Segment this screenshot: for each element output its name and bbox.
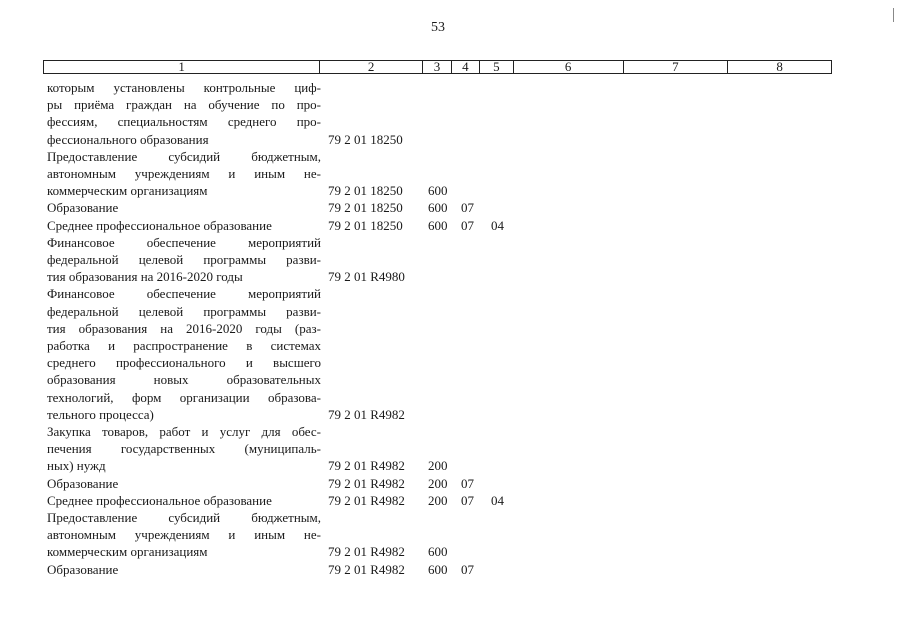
row-description [47,217,321,234]
section-code: 07 [461,561,474,577]
row-description-line: автономным учреждениям и иным не- [47,527,321,543]
budget-code: 79 2 01 R4982 [328,544,405,560]
header-col-5: 5 [480,61,514,73]
row-description-line: ных) нужд [47,458,106,474]
budget-code: 79 2 01 R4982 [328,561,405,577]
row-description-line: среднего профессионального и высшего [47,355,321,371]
row-description-line: образования новых образовательных [47,372,321,388]
row-description [47,509,321,561]
header-col-6: 6 [514,61,624,73]
expense-type: 200 [428,492,448,508]
row-description-line: печения государственных (муниципаль- [47,441,321,457]
row-description [47,148,321,200]
row-description [47,234,321,286]
row-description [47,561,321,578]
row-description-line: тия образования на 2016-2020 годы (раз- [47,320,321,336]
budget-code: 79 2 01 R4982 [328,475,405,491]
row-description-line: федеральной целевой программы разви- [47,303,321,319]
row-description [47,492,321,509]
row-description-line: Среднее профессиональное образование [47,217,272,233]
row-description-line: которым установлены контрольные циф- [47,80,321,95]
budget-code: 79 2 01 18250 [328,183,403,199]
row-description-line: Образование [47,561,119,577]
budget-code: 79 2 01 18250 [328,200,403,216]
budget-code: 79 2 01 18250 [328,217,403,233]
section-code: 07 [461,492,474,508]
row-description-line: федеральной целевой программы разви- [47,252,321,267]
expense-type: 600 [428,217,448,233]
row-description [47,79,321,148]
row-description-line: Предоставление субсидий бюджетным, [47,148,321,164]
expense-type: 200 [428,475,448,491]
section-code: 07 [461,475,474,491]
expense-type: 600 [428,200,448,216]
row-description-line: Образование [47,200,119,216]
subsection-code: 04 [491,492,504,508]
subsection-code: 04 [491,217,504,233]
header-col-3: 3 [423,61,452,73]
budget-code: 79 2 01 18250 [328,131,403,147]
row-description-line: Закупка товаров, работ и услуг для обес- [47,424,321,439]
budget-code: 79 2 01 R4982 [328,492,405,508]
row-description-line: Финансовое обеспечение мероприятий [47,286,321,302]
row-description-line: коммерческим организациям [47,183,208,199]
row-description-line: тия образования на 2016-2020 годы [47,269,243,285]
header-col-7: 7 [624,61,729,73]
row-description-line: коммерческим организациям [47,544,208,560]
row-description [47,423,321,475]
header-col-8: 8 [776,59,783,74]
scan-edge-mark [893,8,894,22]
expense-type: 600 [428,183,448,199]
row-description-line: работка и распространение в системах [47,338,321,353]
row-description-line: автономным учреждениям и иным не- [47,166,321,181]
expense-type: 200 [428,458,448,474]
section-code: 07 [461,217,474,233]
row-description-line: Образование [47,475,119,491]
page-number: 53 [431,20,445,35]
row-description-line: тельного процесса) [47,406,154,422]
expense-type: 600 [428,544,448,560]
header-col-4: 4 [452,61,480,73]
row-description [47,475,321,492]
budget-code: 79 2 01 R4982 [328,458,405,474]
row-description-line: технологий, форм организации образова- [47,389,321,405]
expense-type: 600 [428,561,448,577]
row-description-line: ры приёма граждан на обучение по про- [47,97,321,113]
row-description-line: Предоставление субсидий бюджетным, [47,510,321,525]
row-description [47,285,321,423]
section-code: 07 [461,200,474,216]
row-description-line: Среднее профессиональное образование [47,492,272,508]
row-description-line: Финансовое обеспечение мероприятий [47,234,321,250]
header-col-1: 1 [44,61,320,73]
budget-code: 79 2 01 R4980 [328,269,405,285]
budget-code: 79 2 01 R4982 [328,406,405,422]
header-col-2: 2 [320,61,423,73]
row-description-line: фессиям, специальностям среднего про- [47,114,321,130]
table-header [43,60,832,74]
row-description-line: фессионального образования [47,131,209,147]
row-description [47,199,321,216]
